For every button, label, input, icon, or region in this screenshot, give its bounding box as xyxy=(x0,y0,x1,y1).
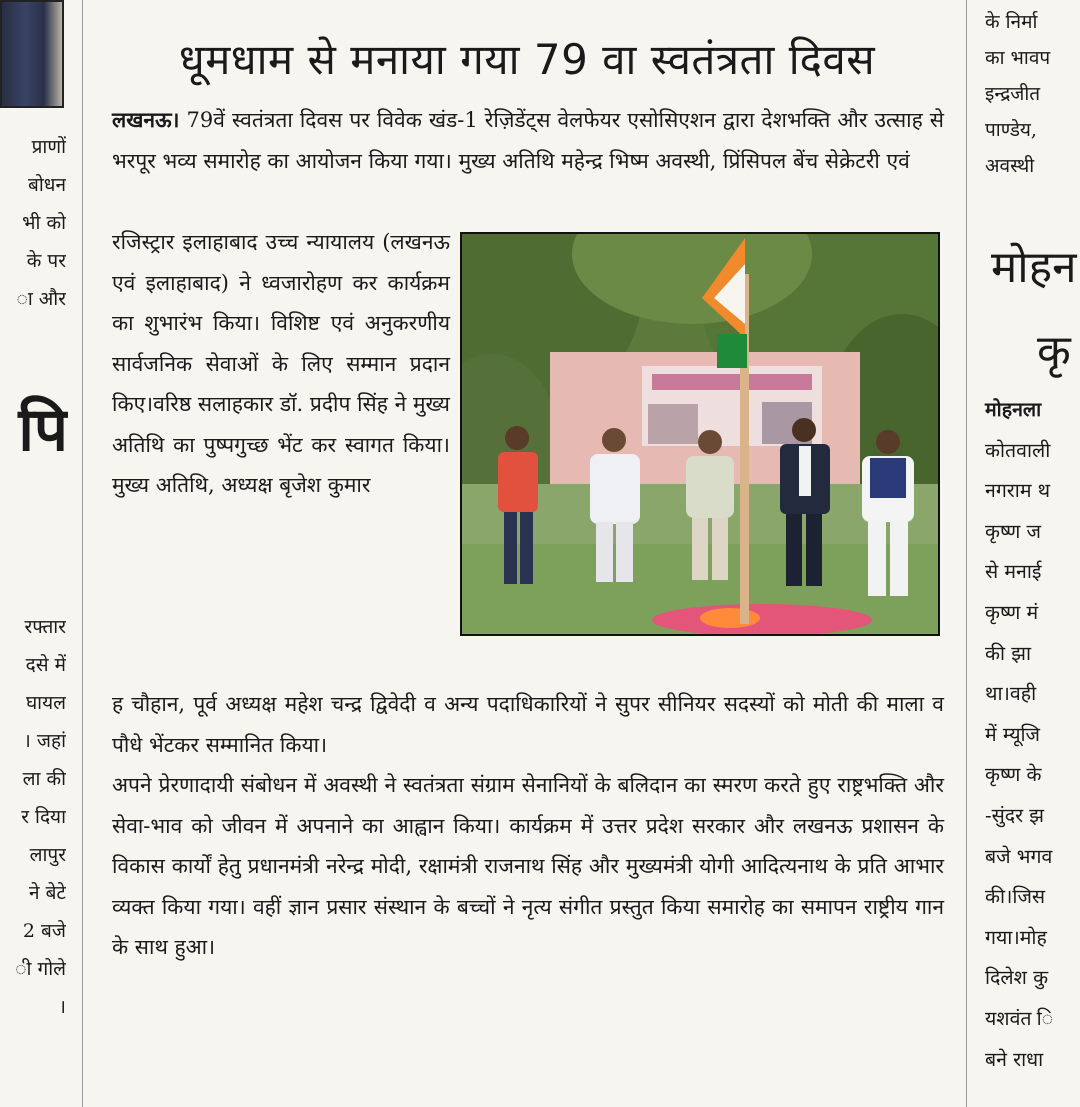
right-line: गया।मोह xyxy=(985,925,1047,949)
left-line: रफ्तार xyxy=(24,616,66,638)
right-line: था।वही xyxy=(985,682,1037,706)
column-divider xyxy=(82,0,83,1107)
article-paragraph-wrap xyxy=(112,222,450,506)
article-headline: धूमधाम से मनाया गया 79 वा स्वतंत्रता दिवस xyxy=(178,35,876,84)
right-line: कृष्ण के xyxy=(985,763,1042,787)
right-line: में म्यूजि xyxy=(985,722,1041,746)
left-line: ी गोले xyxy=(15,958,66,980)
intro-body: 79वें स्वतंत्रता दिवस पर विवेक खंड-1 रेज़िडेंट्स वेलफेयर एसोसिएशन द्वारा देशभक्ति और उत्साह से भरपूर भव्य समारोह का आयोजन किया गया। मुख्य अतिथि महेन्द्र भिष्म अवस्थी, प्रिंसिपल बेंच सेक्रेटरी एवं xyxy=(112,108,944,173)
left-line: 2 बजे xyxy=(22,920,66,942)
article-paragraph-intro xyxy=(112,100,944,181)
main-article xyxy=(104,0,950,1107)
right-line: दिलेश कु xyxy=(985,966,1049,990)
left-line: भी को xyxy=(22,212,66,234)
right-column-headline-1: मोहन xyxy=(991,242,1077,293)
left-line: के पर xyxy=(26,250,66,272)
left-line: । जहां xyxy=(23,730,66,752)
right-line: अवस्थी xyxy=(985,155,1035,177)
left-line: ला की xyxy=(22,768,66,790)
right-line: से मनाई xyxy=(985,560,1042,584)
right-line: बने राधा xyxy=(985,1047,1044,1071)
right-line: -सुंदर झ xyxy=(985,803,1045,827)
article-dateline: लखनऊ। xyxy=(112,107,180,132)
left-line: दसे में xyxy=(25,654,66,676)
left-column-headline-fragment: पि xyxy=(18,395,68,465)
left-line: र दिया xyxy=(21,806,66,828)
right-line: मोहनला xyxy=(985,398,1042,421)
wrap-text: रजिस्ट्रार इलाहाबाद उच्च न्यायालय (लखनऊ एवं इलाहाबाद) ने ध्वजारोहण कर कार्यक्रम का शुभारंभ किया। विशिष्ट एवं अनुकरणीय सार्वजनिक सेवाओं के लिए सम्मान प्रदान किए।वरिष्ठ सलाहकार डॉ. प्रदीप सिंह ने मुख्य अतिथि का पुष्पगुच्छ भेंट कर स्वागत किया। मुख्य अतिथि, अध्यक्ष बृजेश कुमार xyxy=(112,230,450,497)
left-line: घायल xyxy=(25,692,66,714)
left-column xyxy=(0,0,68,1107)
column-divider xyxy=(966,0,967,1107)
right-line: यशवंत ि xyxy=(985,1006,1054,1030)
right-line: की।जिस xyxy=(985,885,1046,909)
right-line: इन्द्रजीत xyxy=(985,83,1041,105)
right-line: के निर्मा xyxy=(985,11,1038,33)
body-text-2: अपने प्रेरणादायी संबोधन में अवस्थी ने स्वतंत्रता संग्राम सेनानियों के बलिदान का स्मरण करते हुए राष्ट्रभक्ति और सेवा-भाव को जीवन में अपनाने का आह्वान किया। कार्यक्रम में उत्तर प्रदेश सरकार और लखनऊ प्रशासन के विकास कार्यों हेतु प्रधानमंत्री नरेन्द्र मोदी, रक्षामंत्री राजनाथ सिंह और मुख्यमंत्री योगी आदित्यनाथ के प्रति आभार व्यक्त किया गया। वहीं ज्ञान प्रसार संस्थान के बच्चों ने नृत्य संगीत प्रस्तुत किया समारोह का समापन राष्ट्रीय गान के साथ हुआ। xyxy=(112,773,944,959)
left-line: लापुर xyxy=(29,844,66,866)
right-line: नगराम थ xyxy=(985,479,1051,503)
right-line: का भावप xyxy=(985,47,1051,69)
left-column-top-text xyxy=(0,128,68,318)
article-paragraph-body xyxy=(112,684,944,968)
right-line: कृष्ण ज xyxy=(985,519,1042,543)
right-column-headline-2: कृ xyxy=(1037,326,1071,377)
left-line: । xyxy=(58,996,66,1018)
right-column-body xyxy=(985,390,1053,1080)
left-line: ने बेटे xyxy=(28,882,66,904)
intro-text xyxy=(112,100,944,181)
right-line: कृष्ण मं xyxy=(985,600,1039,624)
body-text-1: ह चौहान, पूर्व अध्यक्ष महेश चन्द्र द्विवेदी व अन्य पदाधिकारियों ने सुपर सीनियर सदस्यों को मोती की माला व पौधे भेंटकर सम्मानित किया। xyxy=(112,692,944,757)
right-line: कोतवाली xyxy=(985,438,1051,462)
right-line: की झा xyxy=(985,641,1032,665)
left-line: प्राणों xyxy=(31,136,66,158)
right-line: पाण्डेय, xyxy=(985,119,1037,141)
right-line: बजे भगव xyxy=(985,844,1053,868)
left-column-photo xyxy=(0,0,64,108)
right-column xyxy=(983,0,1080,1107)
left-line: ा और xyxy=(16,288,66,310)
article-photo xyxy=(460,232,940,636)
right-column-top-text xyxy=(985,4,1050,184)
flag-hoisting-photo xyxy=(462,234,938,634)
left-column-bottom-text xyxy=(0,608,68,1026)
left-line: बोधन xyxy=(27,174,66,196)
